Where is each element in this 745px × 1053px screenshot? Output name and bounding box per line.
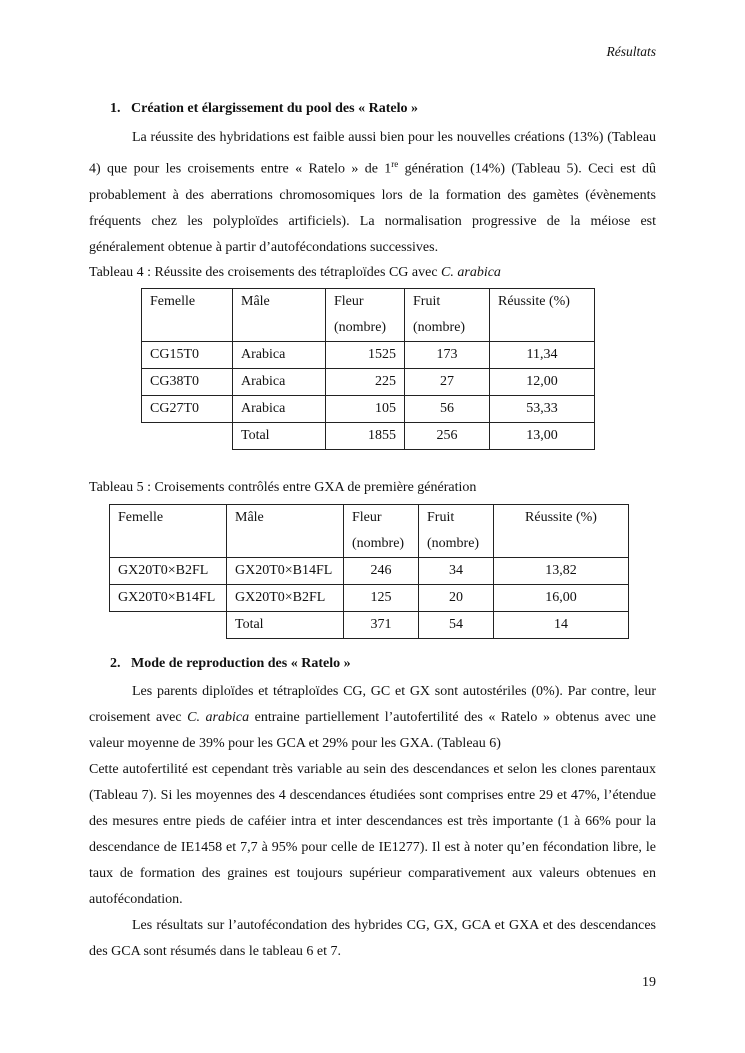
- table-cell: 173: [405, 341, 490, 368]
- table-cell: 27: [405, 368, 490, 395]
- table-4-caption-italic: C. arabica: [441, 264, 501, 280]
- section-2-text-start: Les parents diploïdes et tétraploïdes CG, GC et GX sont autostériles (0%). Par contre, leur croisement avec: [89, 683, 656, 725]
- table-header-cell: Femelle: [110, 504, 227, 557]
- table-row: [110, 584, 629, 611]
- section-2-paragraph-2: Cette autofertilité est cependant très variable au sein des descendances et selon les clones parentaux (Tableau 7). Si les moyennes des 4 descendances étudiées sont comprises entre 29 et 47%, l’étendue des mesures entre pieds de caféier intra et inter descendances est très importante (1 à 66% pour la descendance de IE1458 et 7,7 à 95% pour celle de IE1277). Il est à noter qu’en fécondation libre, le taux de formation des graines est toujours supérieur comparativement aux valeurs obtenues en autofécondation.: [89, 761, 656, 907]
- table-cell: 13,00: [490, 422, 595, 449]
- table-total-row: [110, 611, 629, 638]
- section-1-text-start: La réussite des hybridations est faible aussi bien pour les nouvelles créations (13%) (Tableau 4) que pour les croisements entre « Ratelo » de 1: [89, 130, 656, 177]
- table-cell: GX20T0×B2FL: [227, 584, 344, 611]
- table-header-cell: Fleur (nombre): [326, 288, 405, 341]
- table-cell: 56: [405, 395, 490, 422]
- table-header-cell: Réussite (%): [490, 288, 595, 341]
- table-cell: 54: [419, 611, 494, 638]
- table-4-caption: [89, 263, 656, 283]
- section-1-text-end: génération (14%) (Tableau 5). Ceci est dû probablement à des aberrations chromosomiques lors de la formation des gamètes (évènements fréquents chez les polyploïdes artificiels). La normalisation progressive de la méiose est généralement obtenue à partir d’autofécondations successives.: [89, 161, 656, 255]
- table-cell: Arabica: [233, 395, 326, 422]
- section-2-text-italic: C. arabica: [187, 709, 250, 725]
- table-header-cell: Mâle: [227, 504, 344, 557]
- table-header-cell: Fruit (nombre): [419, 504, 494, 557]
- table-header-row: [110, 504, 629, 557]
- table-cell: 125: [344, 584, 419, 611]
- table-header-cell: Mâle: [233, 288, 326, 341]
- superscript: re: [391, 159, 399, 169]
- table-cell: 105: [326, 395, 405, 422]
- section-1-paragraph: [89, 125, 656, 261]
- table-cell: CG15T0: [142, 341, 233, 368]
- table-cell: 11,34: [490, 341, 595, 368]
- section-2-text-end: entraine partiellement l’autofertilité des « Ratelo » obtenus avec une valeur moyenne de 39% pour les GCA et 29% pour les GXA. (Tableau 6): [89, 709, 657, 751]
- table-cell: 16,00: [494, 584, 629, 611]
- section-1-number: 1.: [110, 101, 121, 116]
- table-row: [142, 368, 595, 395]
- table-cell: 14: [494, 611, 629, 638]
- table-4: [141, 288, 595, 450]
- page-content: [89, 100, 656, 965]
- section-2-number: 2.: [110, 655, 121, 671]
- table-header-cell: Femelle: [142, 288, 233, 341]
- table-cell: GX20T0×B14FL: [227, 557, 344, 584]
- table-cell: Total: [227, 611, 344, 638]
- section-2-title: Mode de reproduction des « Ratelo »: [131, 655, 351, 671]
- table-5: [109, 504, 629, 639]
- table-cell: CG38T0: [142, 368, 233, 395]
- table-cell: 371: [344, 611, 419, 638]
- table-cell: GX20T0×B14FL: [110, 584, 227, 611]
- table-cell: 225: [326, 368, 405, 395]
- table-cell: 1525: [326, 341, 405, 368]
- table-empty-cell: [110, 611, 227, 638]
- table-cell: Arabica: [233, 368, 326, 395]
- page-number: 19: [642, 975, 656, 990]
- section-1-heading: [89, 100, 656, 118]
- table-header-cell: Fruit (nombre): [405, 288, 490, 341]
- table-cell: 13,82: [494, 557, 629, 584]
- table-header-row: [142, 288, 595, 341]
- table-row: [142, 395, 595, 422]
- table-total-row: [142, 422, 595, 449]
- table-cell: 1855: [326, 422, 405, 449]
- table-cell: 34: [419, 557, 494, 584]
- table-cell: Arabica: [233, 341, 326, 368]
- page-header: Résultats: [606, 44, 656, 59]
- table-row: [142, 341, 595, 368]
- table-empty-cell: [142, 422, 233, 449]
- table-header-cell: Réussite (%): [494, 504, 629, 557]
- table-5-caption: Tableau 5 : Croisements contrôlés entre GXA de première génération: [89, 479, 477, 495]
- table-row: [110, 557, 629, 584]
- table-cell: GX20T0×B2FL: [110, 557, 227, 584]
- table-cell: 246: [344, 557, 419, 584]
- table-cell: Total: [233, 422, 326, 449]
- section-2-heading: [89, 655, 656, 673]
- table-4-caption-text: Tableau 4 : Réussite des croisements des tétraploïdes CG avec: [89, 264, 442, 280]
- section-2-paragraph-1: [89, 679, 656, 757]
- section-2-paragraph-3: Les résultats sur l’autofécondation des hybrides CG, GX, GCA et GXA et des descendances des GCA sont résumés dans le tableau 6 et 7.: [89, 917, 656, 959]
- table-cell: 53,33: [490, 395, 595, 422]
- table-cell: 20: [419, 584, 494, 611]
- table-cell: 256: [405, 422, 490, 449]
- table-header-cell: Fleur (nombre): [344, 504, 419, 557]
- section-1-title: Création et élargissement du pool des « Ratelo »: [131, 101, 418, 116]
- table-cell: CG27T0: [142, 395, 233, 422]
- table-cell: 12,00: [490, 368, 595, 395]
